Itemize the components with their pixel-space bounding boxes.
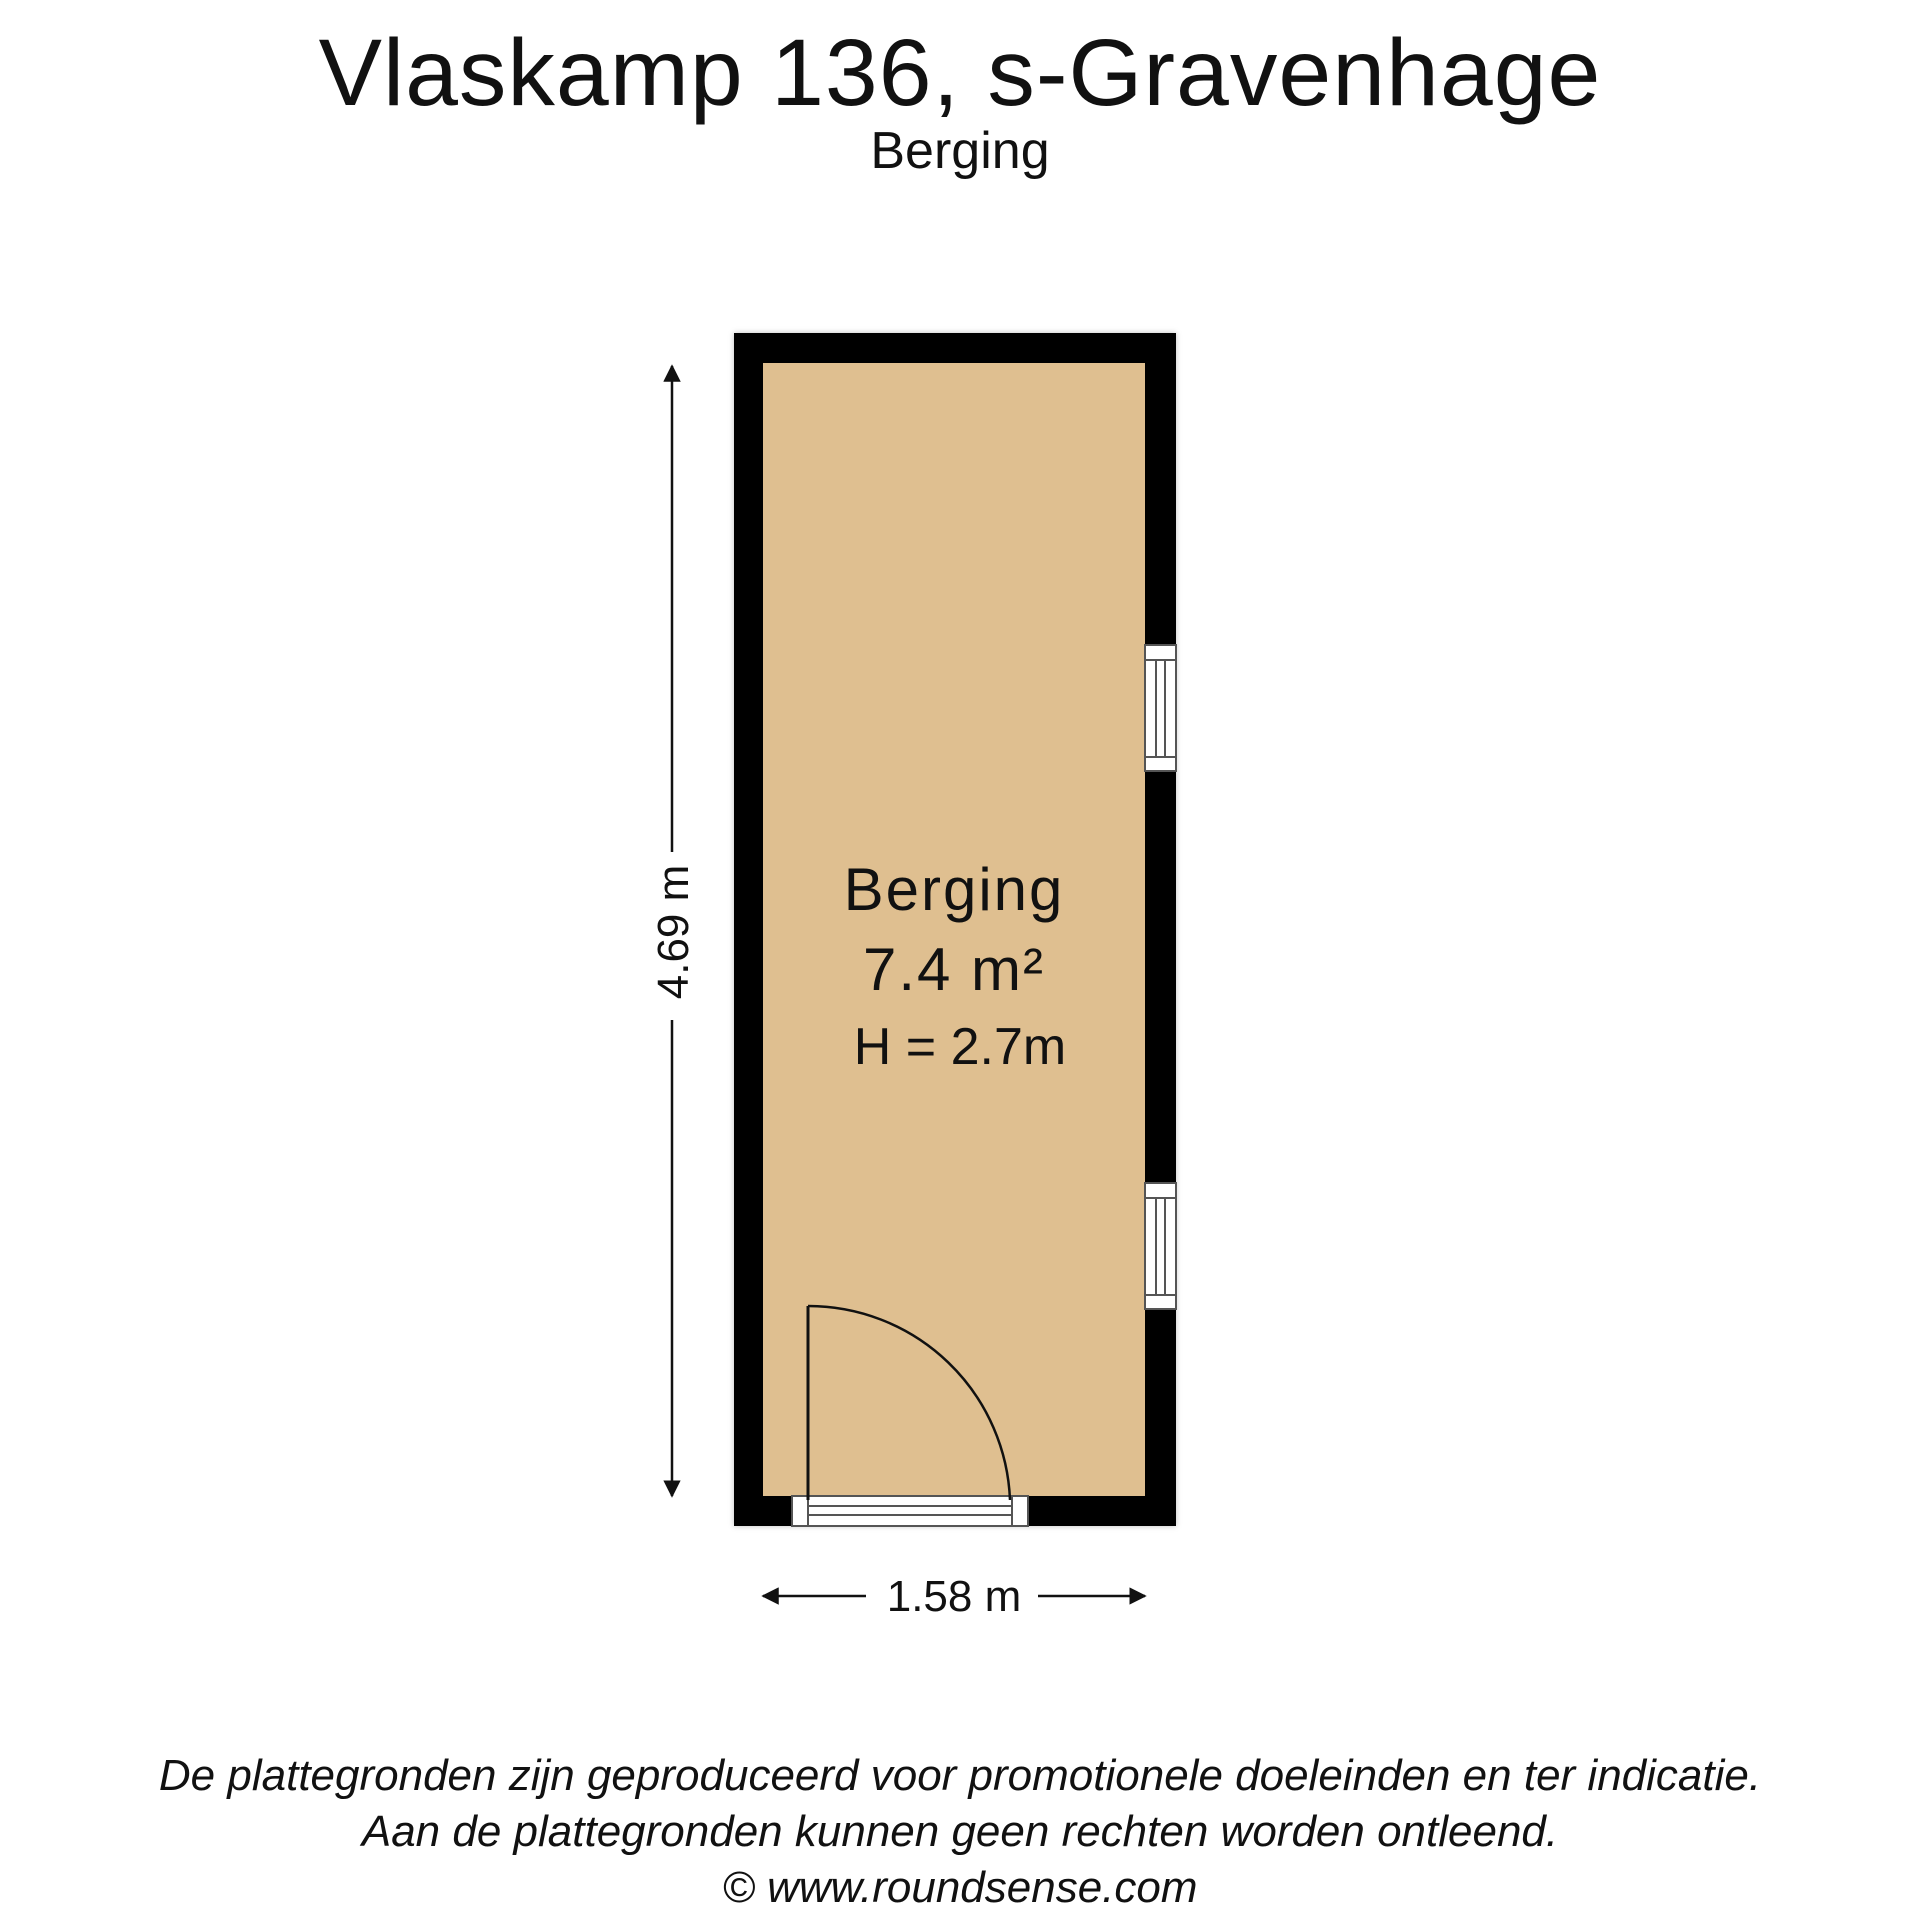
- room-floor: [763, 363, 1145, 1496]
- window-lower: [1145, 1183, 1176, 1309]
- room-name-label: Berging: [843, 856, 1065, 923]
- room-area-label: 7.4 m²: [862, 936, 1046, 1003]
- horizontal-dimension-label: 1.58 m: [886, 1572, 1022, 1621]
- vertical-dimension-label: 4.69 m: [649, 864, 698, 1000]
- room-height-label: H = 2.7m: [853, 1018, 1067, 1076]
- page-subtitle: Berging: [870, 122, 1050, 180]
- disclaimer-line-2: Aan de plattegronden kunnen geen rechten worden ontleend.: [361, 1807, 1559, 1856]
- window-upper: [1145, 645, 1176, 771]
- page-title: Vlaskamp 136, s-Gravenhage: [318, 20, 1602, 126]
- copyright-link[interactable]: © www.roundsense.com: [722, 1863, 1198, 1912]
- disclaimer-line-1: De plattegronden zijn geproduceerd voor promotionele doeleinden en ter indicatie.: [158, 1751, 1762, 1800]
